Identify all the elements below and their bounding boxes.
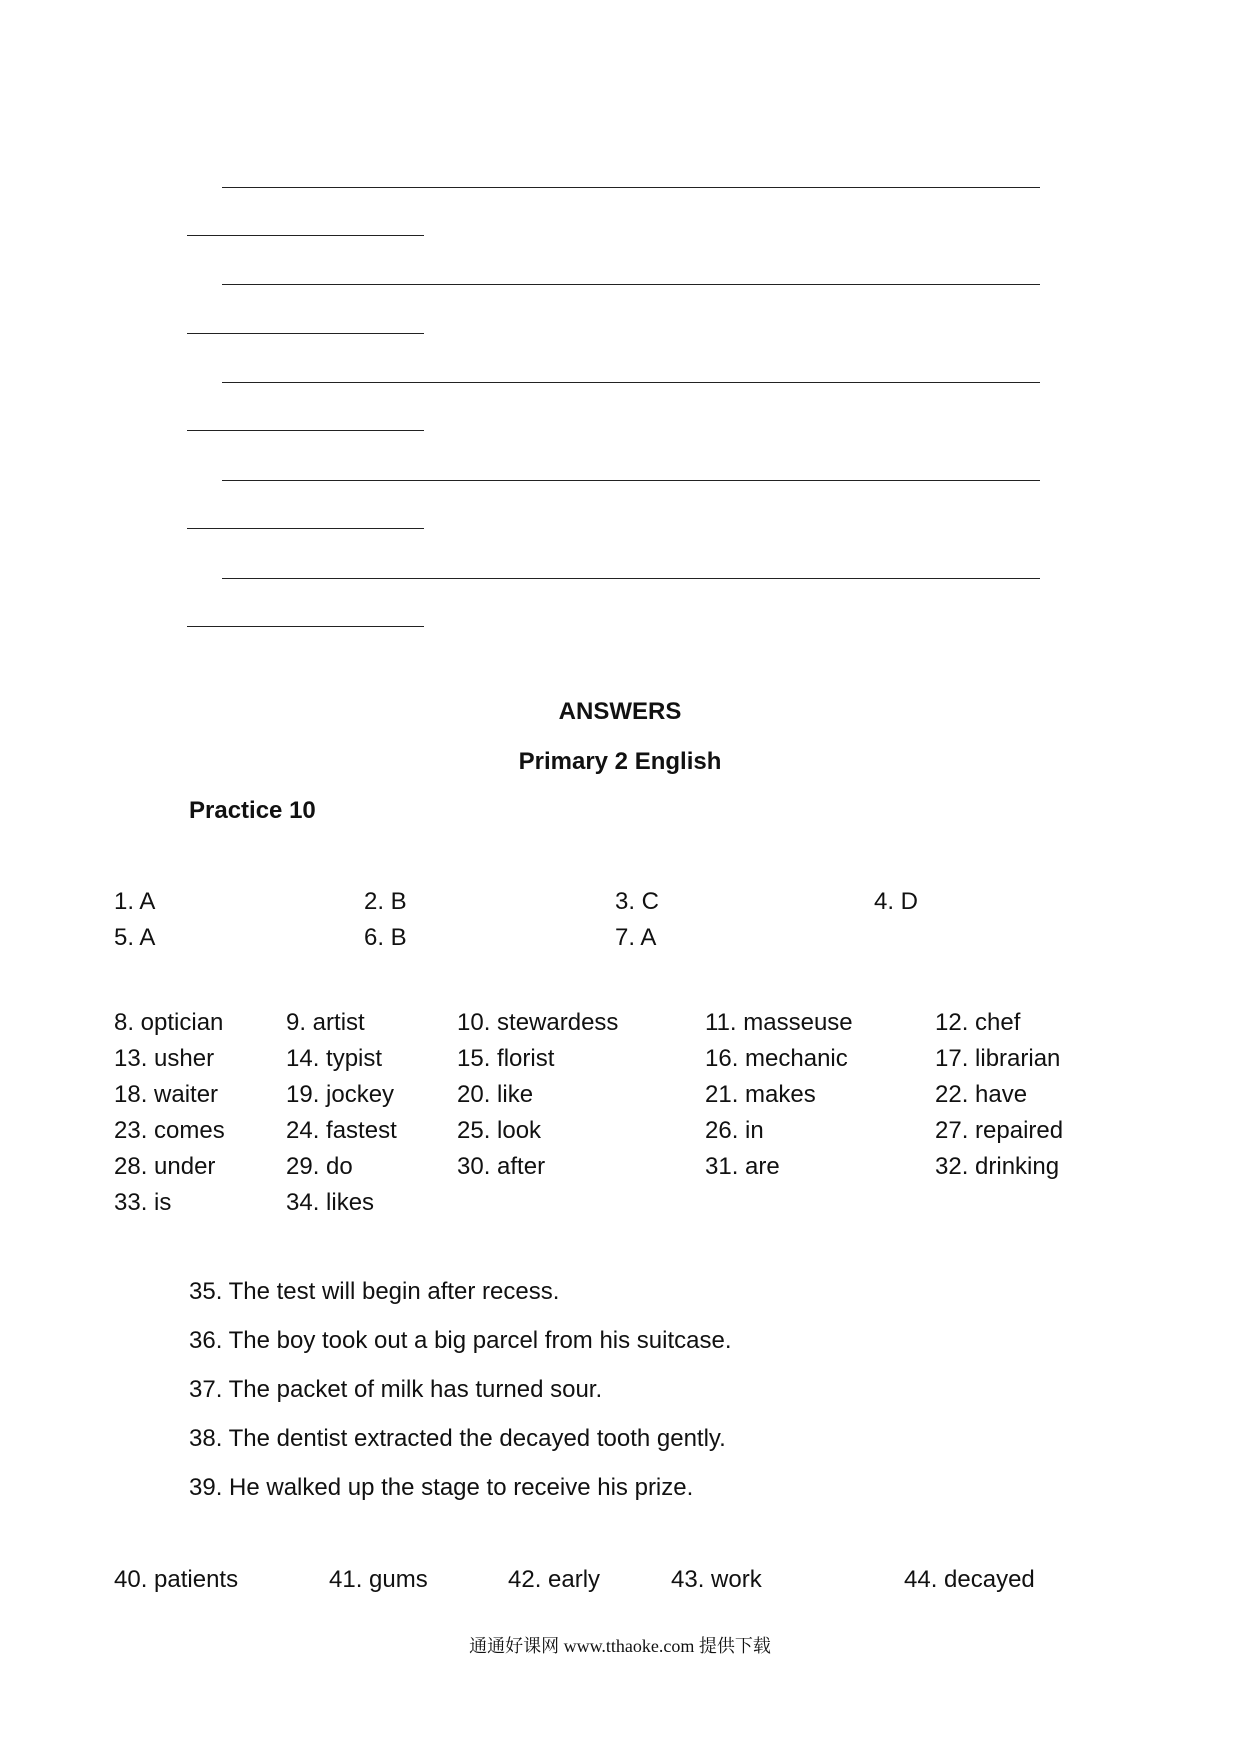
answer-item: 9. artist [286, 1009, 365, 1036]
section-heading: Practice 10 [189, 797, 316, 824]
writing-line [222, 578, 1040, 579]
answer-item: 28. under [114, 1153, 216, 1180]
writing-line [187, 528, 424, 529]
answer-item: 4. D [874, 888, 919, 915]
writing-line [187, 235, 424, 236]
answer-item: 13. usher [114, 1045, 215, 1072]
answer-item: 23. comes [114, 1117, 225, 1144]
answer-item: 20. like [457, 1081, 534, 1108]
answer-item: 26. in [705, 1117, 764, 1144]
answer-item: 43. work [671, 1566, 762, 1593]
answer-item: 40. patients [114, 1566, 239, 1593]
sentence-item: 37. The packet of milk has turned sour. [189, 1376, 603, 1403]
writing-line [222, 284, 1040, 285]
answer-item: 19. jockey [286, 1081, 395, 1108]
writing-line [187, 333, 424, 334]
answer-item: 1. A [114, 888, 156, 915]
answer-item: 41. gums [329, 1566, 428, 1593]
sentence-item: 36. The boy took out a big parcel from his suitcase. [189, 1327, 732, 1354]
answer-item: 16. mechanic [705, 1045, 848, 1072]
answer-item: 29. do [286, 1153, 353, 1180]
answer-item: 34. likes [286, 1189, 375, 1216]
writing-line [222, 187, 1040, 188]
answer-item: 21. makes [705, 1081, 816, 1108]
answer-item: 12. chef [935, 1009, 1021, 1036]
answer-item: 5. A [114, 924, 156, 951]
answer-item: 30. after [457, 1153, 546, 1180]
answer-item: 44. decayed [904, 1566, 1035, 1593]
sentence-item: 38. The dentist extracted the decayed tooth gently. [189, 1425, 726, 1452]
answer-item: 27. repaired [935, 1117, 1064, 1144]
writing-line [187, 430, 424, 431]
answer-item: 31. are [705, 1153, 780, 1180]
answer-item: 3. C [615, 888, 660, 915]
answer-item: 14. typist [286, 1045, 383, 1072]
sentence-item: 39. He walked up the stage to receive his prize. [189, 1474, 694, 1501]
answer-item: 22. have [935, 1081, 1028, 1108]
answer-item: 8. optician [114, 1009, 224, 1036]
writing-line [187, 626, 424, 627]
writing-line [222, 382, 1040, 383]
answer-item: 7. A [615, 924, 657, 951]
page-title: ANSWERS [558, 698, 682, 725]
writing-line [222, 480, 1040, 481]
answer-item: 17. librarian [935, 1045, 1061, 1072]
answer-item: 18. waiter [114, 1081, 219, 1108]
answer-item: 15. florist [457, 1045, 555, 1072]
answer-item: 25. look [457, 1117, 542, 1144]
answer-item: 2. B [364, 888, 407, 915]
page-subtitle: Primary 2 English [518, 748, 722, 775]
answer-item: 11. masseuse [705, 1009, 853, 1036]
answer-item: 24. fastest [286, 1117, 397, 1144]
answer-item: 32. drinking [935, 1153, 1060, 1180]
answer-item: 10. stewardess [457, 1009, 619, 1036]
footer-text: 通通好课网 www.tthaoke.com 提供下载 [469, 1636, 771, 1656]
sentence-item: 35. The test will begin after recess. [189, 1278, 560, 1305]
answer-item: 42. early [508, 1566, 601, 1593]
answer-item: 33. is [114, 1189, 172, 1216]
answer-item: 6. B [364, 924, 407, 951]
